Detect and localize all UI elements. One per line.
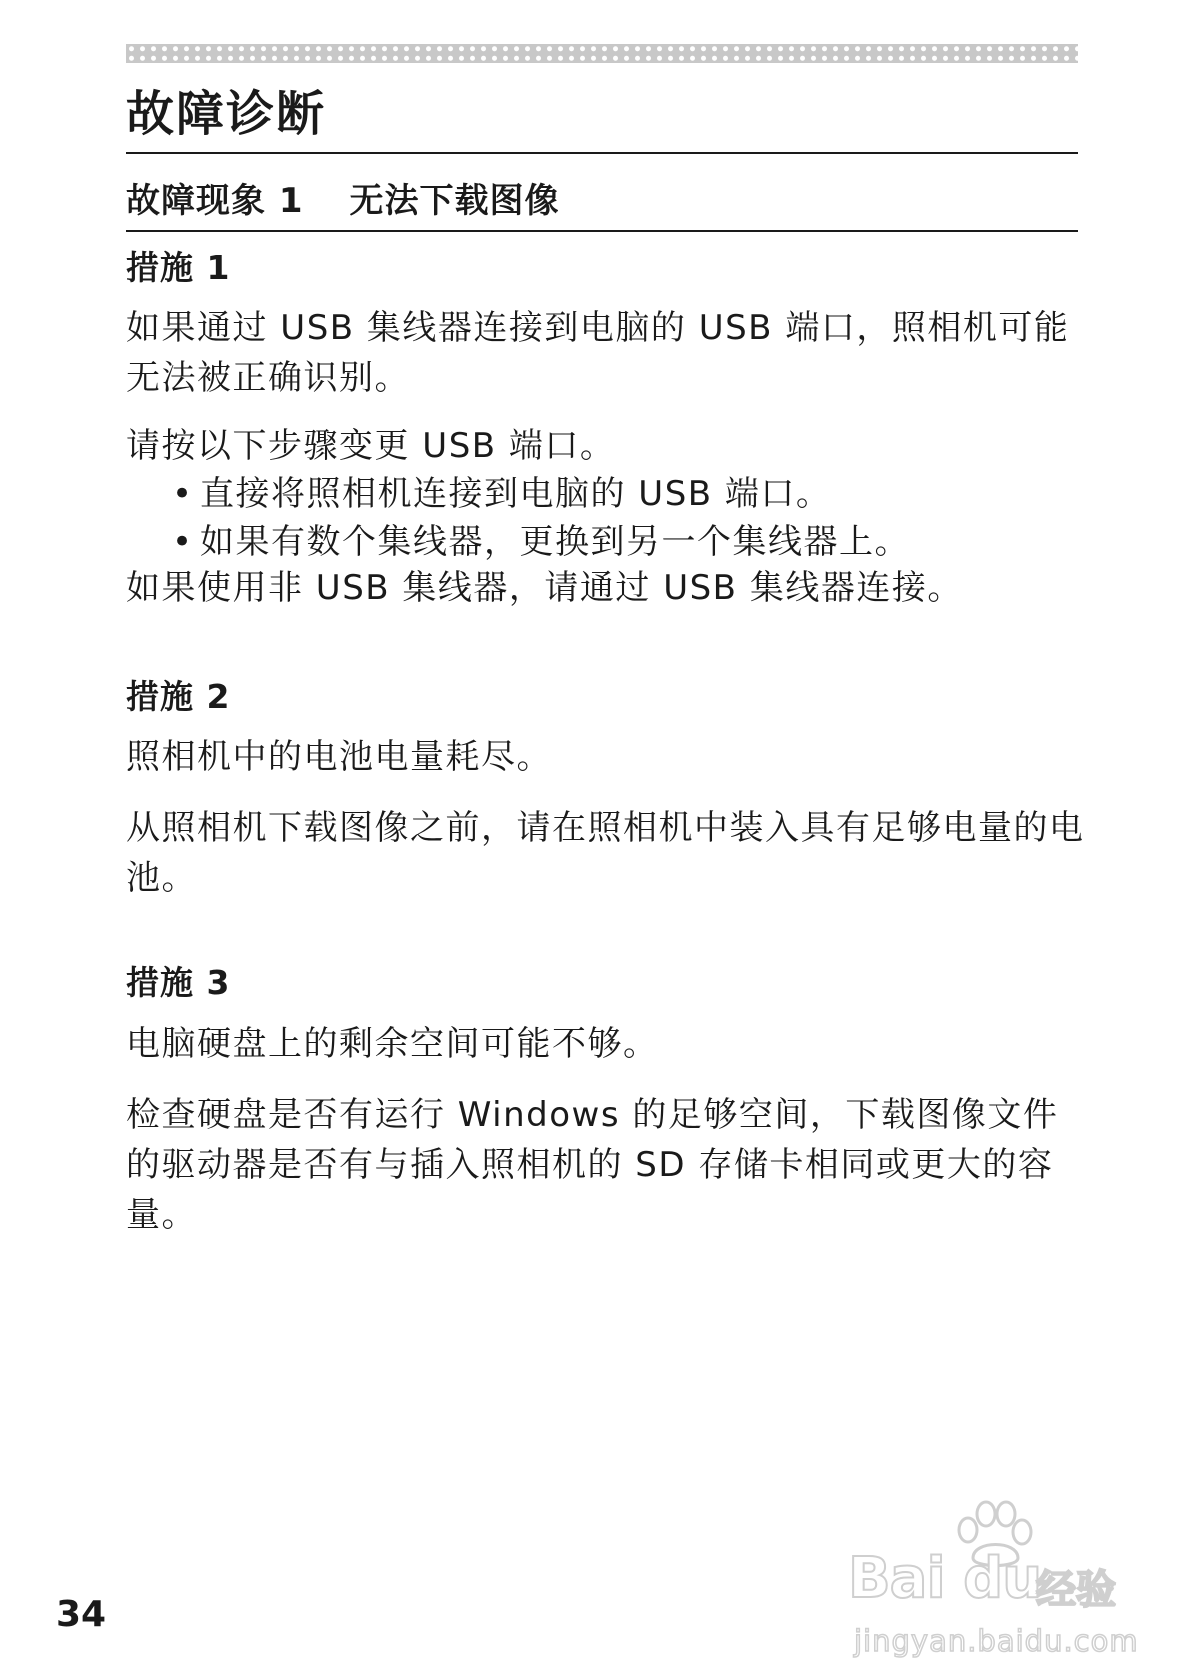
measure-1-intro: 请按以下步骤变更 USB 端口。 (126, 426, 616, 466)
watermark-brand-cn: 经验 (1036, 1567, 1116, 1613)
measure-1-cause: 如果通过 USB 集线器连接到电脑的 USB 端口，照相机可能无法被正确识别。 (126, 308, 1070, 398)
page-number: 34 (56, 1594, 107, 1635)
bullet-text: 如果有数个集线器，更换到另一个集线器上。 (200, 522, 910, 562)
measure-3-solution: 检查硬盘是否有运行 Windows 的足够空间，下载图像文件的驱动器是否有与插入照相机的 SD 存储卡相同或更大的容量。 (126, 1095, 1059, 1235)
measure-3-cause: 电脑硬盘上的剩余空间可能不够。 (126, 1024, 659, 1064)
bullet-dot: • (172, 522, 194, 562)
measure-1-heading: 措施 1 (126, 248, 231, 287)
bullet-text: 直接将照相机连接到电脑的 USB 端口。 (200, 474, 832, 514)
measure-1-note: 如果使用非 USB 集线器，请通过 USB 集线器连接。 (126, 568, 963, 608)
title-divider (126, 152, 1078, 154)
page-title: 故障诊断 (126, 86, 327, 142)
watermark-url: jingyan.baidu.com (854, 1624, 1139, 1658)
section-title: 无法下载图像 (349, 181, 560, 221)
bullet-dot: • (172, 474, 194, 514)
measure-2-heading: 措施 2 (126, 677, 231, 716)
measure-2-cause: 照相机中的电池电量耗尽。 (126, 737, 552, 777)
section-heading (126, 181, 560, 221)
measure-1-bullet-1 (172, 469, 1072, 519)
decorative-dotted-band (126, 44, 1078, 63)
measure-1-bullet-2 (172, 517, 1072, 567)
measure-2-solution: 从照相机下载图像之前，请在照相机中装入具有足够电量的电池。 (126, 808, 1085, 898)
section-divider (126, 230, 1078, 232)
section-label: 故障现象 1 (126, 181, 304, 221)
baidu-jingyan-watermark (848, 1500, 1139, 1670)
measure-3-heading: 措施 3 (126, 963, 231, 1002)
watermark-brand: Bai du (848, 1546, 1042, 1611)
